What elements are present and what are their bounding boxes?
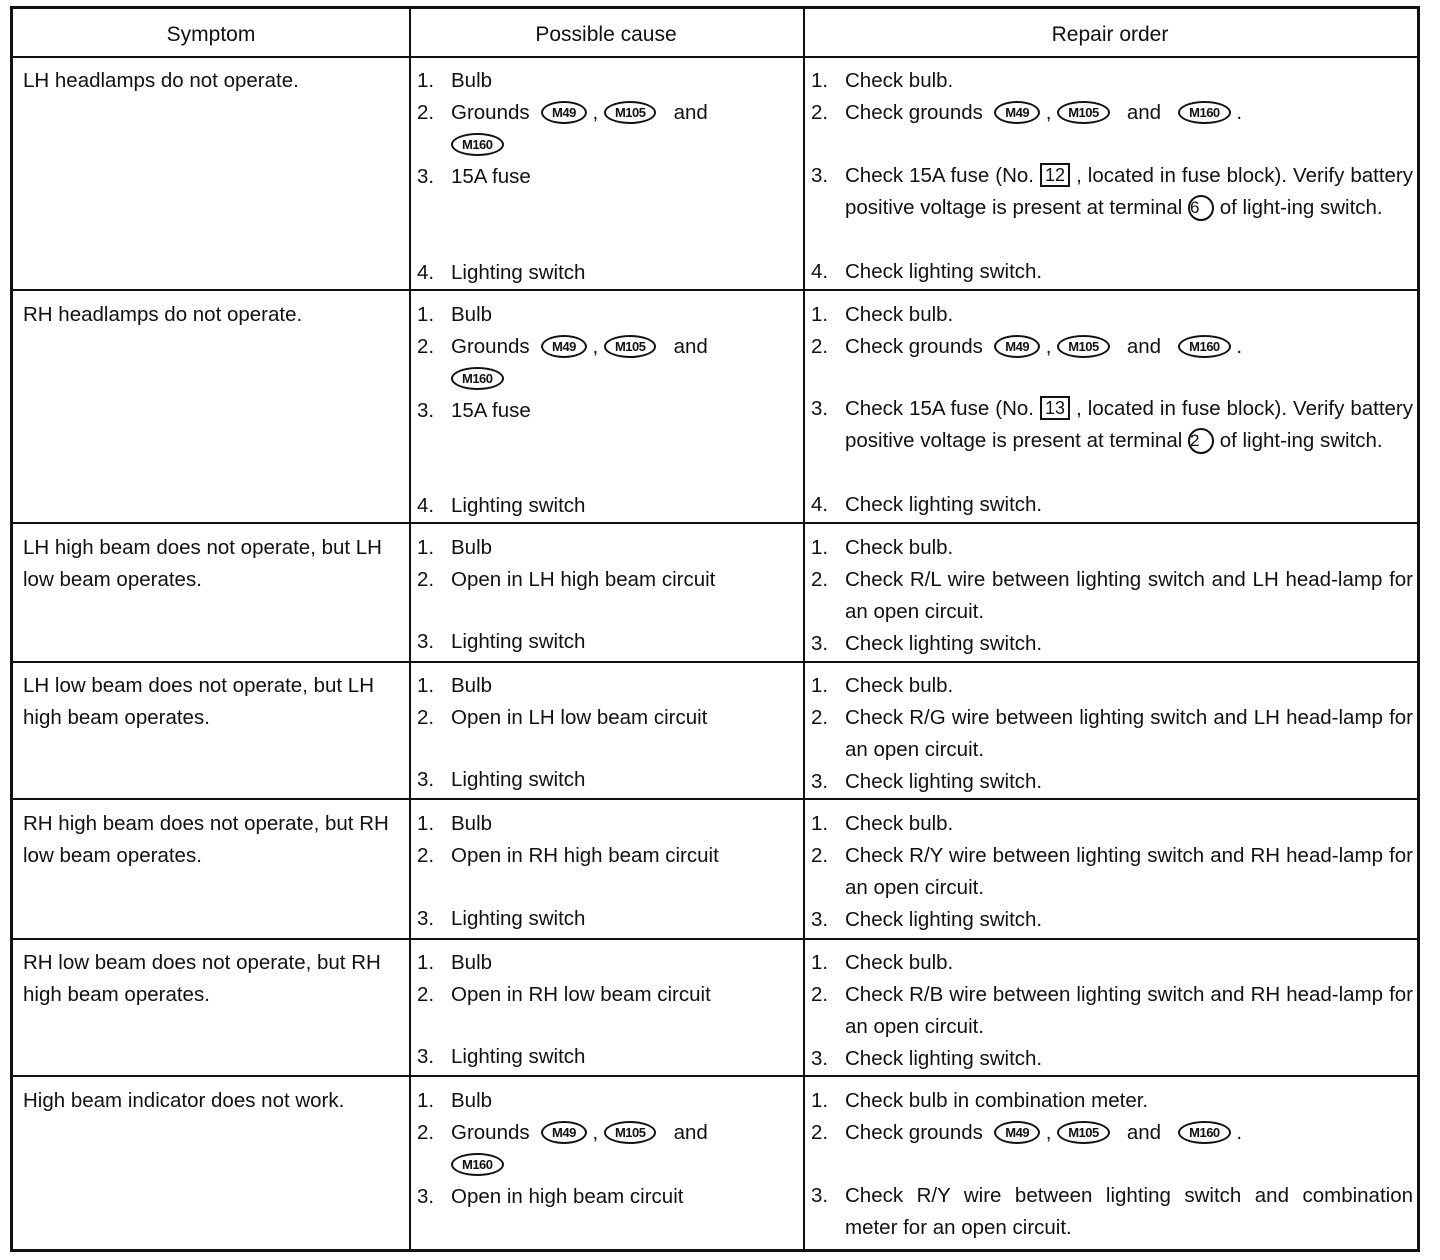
cause-text: Grounds (451, 101, 530, 124)
list-item: 3. Lighting switch (417, 768, 586, 791)
cause-text: Grounds (451, 1121, 530, 1144)
list-item: 1. Check bulb in combination meter. (811, 1089, 1149, 1112)
repair-text: Check lighting switch. (845, 1047, 1043, 1070)
cause-text: Bulb (451, 674, 493, 697)
repair-text: Check R/G wire between lighting switch and LH head-lamp for an open circuit. (845, 706, 1413, 761)
cause-text: Bulb (451, 1089, 493, 1112)
cause-text: Open in LH high beam circuit (451, 568, 716, 591)
list-item: 3. Check lighting switch. (811, 908, 1043, 931)
list-item: 1. Bulb (417, 951, 493, 974)
list-item: 1. Check bulb. (811, 303, 954, 326)
fuse-number-box: 13 (1040, 396, 1070, 420)
list-item: 3. Lighting switch (417, 1045, 586, 1068)
symptom-cell: RH high beam does not operate, but RH low beam operates. (23, 812, 389, 867)
repair-text: Check lighting switch. (845, 260, 1043, 283)
list-item: 4. Check lighting switch. (811, 260, 1043, 283)
cause-text: Lighting switch (451, 907, 586, 930)
comma: , (592, 335, 599, 358)
comma: , (1045, 335, 1052, 358)
symptom-cell: LH low beam does not operate, but LH high beam operates. (23, 674, 374, 729)
symptom-cell: RH headlamps do not operate. (23, 303, 303, 326)
cause-cell (417, 808, 801, 872)
header-possible-cause: Possible cause (535, 23, 677, 46)
list-item: 2. Check R/Y wire between lighting switch and RH head-lamp for an open circuit. (811, 844, 1413, 899)
cause-text: Lighting switch (451, 768, 586, 791)
list-item: 3. 15A fuse (417, 399, 531, 422)
repair-cell (811, 808, 1413, 936)
list-item: 3. Check R/Y wire between lighting switch and combination meter for an open circuit. (811, 1184, 1413, 1239)
cause-text: Lighting switch (451, 630, 586, 653)
column-divider (803, 9, 805, 1249)
row-divider (13, 661, 1417, 663)
comma: , (592, 1121, 599, 1144)
column-divider (409, 9, 411, 1249)
repair-text: Check R/Y wire between lighting switch and combination meter for an open circuit. (845, 1184, 1413, 1239)
cause-cell (417, 532, 801, 596)
cause-cell (417, 670, 801, 734)
row-divider (13, 1075, 1417, 1077)
repair-text: Check R/Y wire between lighting switch and RH head-lamp for an open circuit. (845, 844, 1413, 899)
list-item: 3. 15A fuse (417, 165, 531, 188)
list-item: 1. Check bulb. (811, 69, 954, 92)
repair-text: of light-ing switch. (1219, 196, 1383, 219)
cause-text: Open in RH high beam circuit (451, 844, 719, 867)
connector-m105-icon: M105 (1057, 335, 1110, 358)
connector-m49-icon: M49 (994, 101, 1040, 124)
cause-cell (417, 947, 801, 1011)
row-divider (13, 289, 1417, 291)
repair-text: , located in fuse block). Verify battery positive voltage is present at terminal (845, 397, 1414, 452)
list-item: 2. Check R/G wire between lighting switch and LH head-lamp for an open circuit. (811, 706, 1413, 761)
repair-text: Check R/B wire between lighting switch and RH head-lamp for an open circuit. (845, 983, 1413, 1038)
list-item: 2. Check grounds M49 , M105 and M160 . (811, 335, 1243, 358)
cause-text: Lighting switch (451, 494, 586, 517)
repair-text: Check bulb in combination meter. (845, 1089, 1149, 1112)
list-item: 3. Lighting switch (417, 907, 586, 930)
cause-text: Bulb (451, 303, 493, 326)
cause-text: 15A fuse (451, 399, 531, 422)
connector-m105-icon: M105 (604, 101, 657, 124)
cause-text: Lighting switch (451, 261, 586, 284)
and-text: and (673, 1121, 708, 1144)
cause-text: 15A fuse (451, 165, 531, 188)
cause-text: Open in LH low beam circuit (451, 706, 708, 729)
connector-m160-icon: M160 (1178, 1121, 1231, 1144)
and-text: and (1126, 101, 1162, 124)
connector-m105-icon: M105 (1057, 1121, 1110, 1144)
row-divider (13, 522, 1417, 524)
repair-text: Check lighting switch. (845, 908, 1043, 931)
and-text: and (1126, 1121, 1162, 1144)
cause-text: Grounds (451, 335, 530, 358)
repair-text: Check grounds (845, 335, 983, 358)
connector-m49-icon: M49 (994, 335, 1040, 358)
list-item: 2. Check grounds M49 , M105 and M160 . (811, 1121, 1243, 1144)
connector-m160-icon: M160 (451, 133, 504, 156)
cause-cell (417, 65, 801, 193)
row-divider (13, 798, 1417, 800)
connector-m160-icon: M160 (1178, 101, 1231, 124)
repair-cell (811, 670, 1413, 798)
list-item: 3. Open in high beam circuit (417, 1185, 684, 1208)
repair-text: Check 15A fuse (No. (845, 164, 1034, 187)
cause-cell (417, 299, 801, 427)
list-item: 2. Open in RH low beam circuit (417, 983, 711, 1006)
connector-m105-icon: M105 (1057, 101, 1110, 124)
connector-m49-icon: M49 (994, 1121, 1040, 1144)
repair-text: Check grounds (845, 101, 983, 124)
troubleshooting-table (10, 6, 1420, 1252)
list-item: 2. Check R/B wire between lighting switch and RH head-lamp for an open circuit. (811, 983, 1413, 1038)
cause-text: Lighting switch (451, 1045, 586, 1068)
list-item: 1. Bulb (417, 674, 493, 697)
cause-text: Open in high beam circuit (451, 1185, 684, 1208)
repair-cell (811, 299, 1413, 363)
terminal-number-circle: 6 (1188, 195, 1214, 221)
repair-text: Check bulb. (845, 674, 954, 697)
terminal-number-circle: 2 (1188, 428, 1214, 454)
cause-text: Bulb (451, 536, 493, 559)
cause-text: Bulb (451, 951, 493, 974)
comma: , (1045, 1121, 1052, 1144)
repair-text: of light-ing switch. (1219, 429, 1383, 452)
connector-m160-icon: M160 (1178, 335, 1231, 358)
cause-text: Open in RH low beam circuit (451, 983, 711, 1006)
connector-m105-icon: M105 (604, 1121, 657, 1144)
list-item: 2. Grounds M49 , M105 and M160 (417, 331, 751, 395)
and-text: and (1126, 335, 1162, 358)
repair-text: Check 15A fuse (No. (845, 397, 1034, 420)
and-text: and (673, 101, 708, 124)
list-item: 1. Bulb (417, 812, 493, 835)
repair-cell (811, 532, 1413, 660)
repair-text: , located in fuse block). Verify battery positive voltage is present at terminal (845, 164, 1414, 219)
list-item: 2. Grounds M49 , M105 and M160 (417, 1117, 751, 1181)
cause-cell (417, 1085, 801, 1213)
list-item: 1. Check bulb. (811, 951, 954, 974)
list-item: 4. Lighting switch (417, 261, 586, 284)
and-text: and (673, 335, 708, 358)
cause-text: Bulb (451, 812, 493, 835)
connector-m160-icon: M160 (451, 1153, 504, 1176)
repair-text: Check bulb. (845, 812, 954, 835)
repair-cell (811, 1085, 1413, 1149)
period: . (1236, 1121, 1243, 1144)
repair-text: Check bulb. (845, 536, 954, 559)
connector-m49-icon: M49 (541, 335, 587, 358)
repair-text: Check lighting switch. (845, 632, 1043, 655)
symptom-cell: LH headlamps do not operate. (23, 69, 299, 92)
row-divider (13, 56, 1417, 58)
list-item: 1. Bulb (417, 1089, 493, 1112)
cause-text: Bulb (451, 69, 493, 92)
connector-m49-icon: M49 (541, 101, 587, 124)
comma: , (1045, 101, 1052, 124)
list-item: 1. Check bulb. (811, 536, 954, 559)
repair-text: Check grounds (845, 1121, 983, 1144)
list-item: 4. Lighting switch (417, 494, 586, 517)
period: . (1236, 101, 1243, 124)
repair-text: Check lighting switch. (845, 770, 1043, 793)
connector-m105-icon: M105 (604, 335, 657, 358)
list-item: 1. Check bulb. (811, 674, 954, 697)
fuse-number-box: 12 (1040, 163, 1070, 187)
list-item: 3. Check 15A fuse (No. 12 , located in fuse block). Verify battery positive voltage is present at terminal 6 of light-ing switch. (811, 164, 1414, 219)
list-item: 1. Bulb (417, 69, 493, 92)
repair-text: Check bulb. (845, 69, 954, 92)
connector-m160-icon: M160 (451, 367, 504, 390)
list-item: 1. Check bulb. (811, 812, 954, 835)
comma: , (592, 101, 599, 124)
repair-text: Check bulb. (845, 951, 954, 974)
symptom-cell: RH low beam does not operate, but RH high beam operates. (23, 951, 381, 1006)
list-item: 4. Check lighting switch. (811, 493, 1043, 516)
repair-cell (811, 947, 1413, 1075)
list-item: 2. Check R/L wire between lighting switch and LH head-lamp for an open circuit. (811, 568, 1413, 623)
list-item: 3. Check lighting switch. (811, 770, 1043, 793)
list-item: 2. Check grounds M49 , M105 and M160 . (811, 101, 1243, 124)
symptom-cell: LH high beam does not operate, but LH low beam operates. (23, 536, 382, 591)
connector-m49-icon: M49 (541, 1121, 587, 1144)
period: . (1236, 335, 1243, 358)
header-repair-order: Repair order (1051, 23, 1169, 46)
list-item: 3. Lighting switch (417, 630, 586, 653)
list-item: 2. Open in RH high beam circuit (417, 844, 719, 867)
list-item: 3. Check lighting switch. (811, 632, 1043, 655)
list-item: 1. Bulb (417, 303, 493, 326)
list-item: 2. Open in LH high beam circuit (417, 568, 716, 591)
list-item: 2. Grounds M49 , M105 and M160 (417, 97, 751, 161)
repair-text: Check R/L wire between lighting switch and LH head-lamp for an open circuit. (845, 568, 1413, 623)
list-item: 2. Open in LH low beam circuit (417, 706, 708, 729)
list-item: 3. Check 15A fuse (No. 13 , located in fuse block). Verify battery positive voltage is present at terminal 2 of light-ing switch. (811, 397, 1414, 452)
repair-text: Check bulb. (845, 303, 954, 326)
list-item: 1. Bulb (417, 536, 493, 559)
repair-text: Check lighting switch. (845, 493, 1043, 516)
repair-cell (811, 65, 1413, 129)
row-divider (13, 938, 1417, 940)
list-item: 3. Check lighting switch. (811, 1047, 1043, 1070)
symptom-cell: High beam indicator does not work. (23, 1089, 345, 1112)
header-symptom: Symptom (166, 23, 256, 46)
